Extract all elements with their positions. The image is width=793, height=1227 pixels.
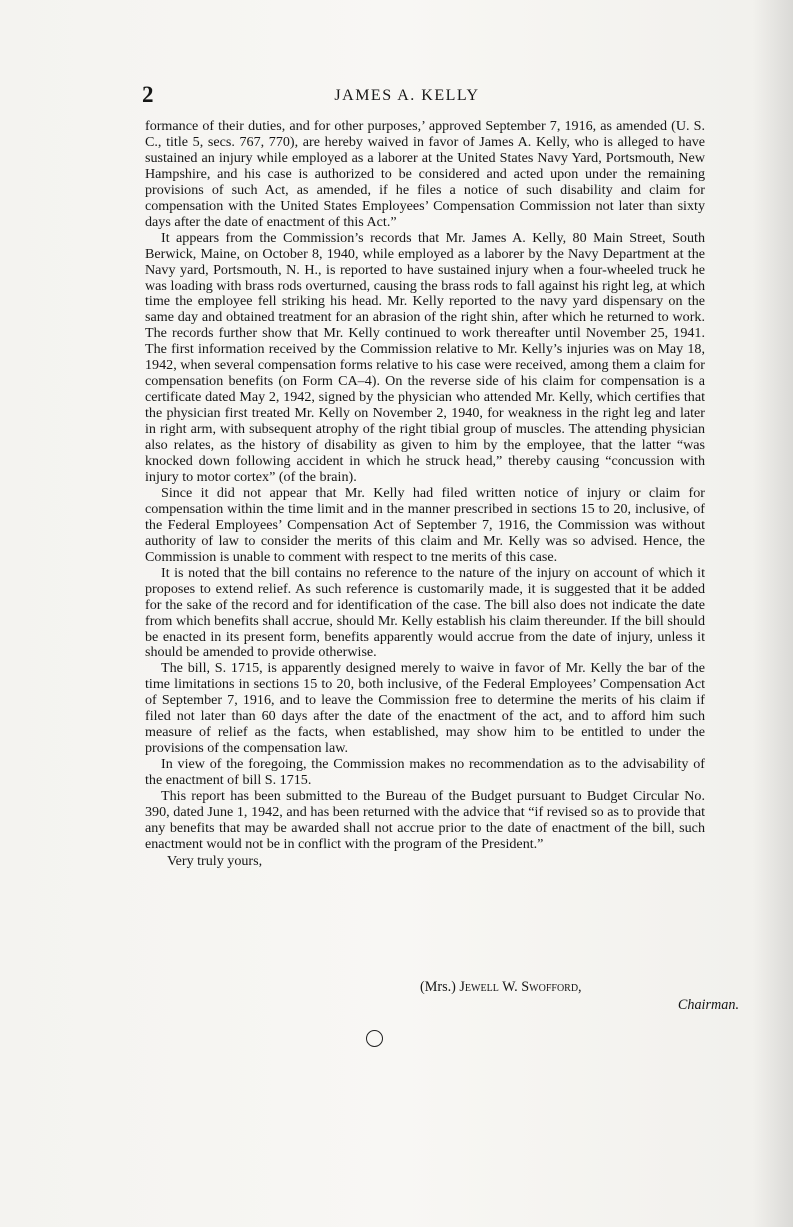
page-header [142,82,672,112]
signatory-title: Chairman. [677,997,739,1013]
page-edge-shadow [753,0,793,1227]
paragraph-3: Since it did not appear that Mr. Kelly had filed written notice of injury or claim for compensation within the time limit and in the manner prescribed in sections 15 to 20, inclusive, of the Federal Employees’ Compensation Act of September 7, 1916, the Commission was without authority of law to consider the merits of this claim and Mr. Kelly was so advised. Hence, the Commission is unable to comment with respect to tne merits of this case. [145,484,705,565]
paragraph-4: It is noted that the bill contains no reference to the nature of the injury on account of which it proposes to extend relief. As such reference is customarily made, it is suggested that it be added for the sake of the record and for identification of the case. The bill also does not indicate the date from which benefits shall accrue, should Mr. Kelly establish his claim thereunder. If the bill should be enacted in its present form, benefits apparently would accrue from the date of injury, unless it should be amended to provide otherwise. [145,564,705,661]
page-number: 2 [142,82,154,107]
circle-mark-icon [366,1030,383,1047]
paragraph-1: formance of their duties, and for other purposes,’ approved September 7, 1916, as amended (U. S. C., title 5, secs. 767, 770), are hereby waived in favor of James A. Kelly, who is alleged to have sustained an injury while employed as a laborer at the United States Navy Yard, Portsmouth, New Hampshire, and his case is authorized to be considered and acted upon under the remaining provisions of such Act, as amended, if he files a notice of such disability and claim for compensation with the United States Employees’ Compensation Commission not later than sixty days after the date of enactment of this Act.” [145,118,705,230]
letter-body [145,119,705,870]
signatory-prefix: (Mrs.) [420,979,460,995]
paragraph-5: The bill, S. 1715, is apparently designed merely to waive in favor of Mr. Kelly the bar of the time limitations in sections 15 to 20, both inclusive, of the Federal Employees’ Compensation Act of September 7, 1916, and to leave the Commission free to determine the merits of his claim if filed not later than 60 days after the date of the enactment of the act, and to afford him such measure of relief as the facts, when established, may show him to be entitled to under the provisions of the compensation law. [145,660,705,757]
signatory-line [420,978,740,996]
signatory-name: Jewell W. Swofford, [459,979,582,995]
paragraph-6: In view of the foregoing, the Commission makes no recommendation as to the advisability of the enactment of bill S. 1715. [145,756,705,789]
closing-salutation: Very truly yours, [167,852,263,869]
running-head: JAMES A. KELLY [334,87,480,104]
paragraph-2: It appears from the Commission’s records that Mr. James A. Kelly, 80 Main Street, South Berwick, Maine, on October 8, 1940, while employed as a laborer by the Navy Department at the Navy yard, Portsmouth, N. H., is reported to have sustained injury when a four-wheeled truck he was loading with brass rods overturned, causing the brass rods to fall against his right leg, at which time the employee fell striking his head. Mr. Kelly reported to the navy yard dispensary on the same day and obtained treatment for an abrasion of the right shin, after which he returned to work. The records further show that Mr. Kelly continued to work thereafter until November 25, 1941. The first information received by the Commission relative to Mr. Kelly’s injuries was on May 18, 1942, when several compensation forms relative to his case were received, among them a claim for compensation benefits (on Form CA–4). On the reverse side of his claim for compensation is a certificate dated May 2, 1942, signed by the physician who attended Mr. Kelly, which certifies that the physician first treated Mr. Kelly on November 2, 1940, for weakness in the right leg and later in right arm, with subsequent atrophy of the right tibial group of muscles. The attending physician also relates, as the history of disability as given to him by the employee, that the latter “was knocked down following accident in which he struck head,” thereby causing “concussion with injury to motor cortex” (of the brain). [145,229,705,485]
signature-block [420,978,740,1014]
paragraph-7: This report has been submitted to the Bureau of the Budget pursuant to Budget Circular No. 390, dated June 1, 1942, and has been returned with the advice that “if revised so as to provide that any benefits that may be awarded shall not accrue prior to the date of enactment of the bill, such enactment would not be in conflict with the program of the President.” [145,788,705,852]
